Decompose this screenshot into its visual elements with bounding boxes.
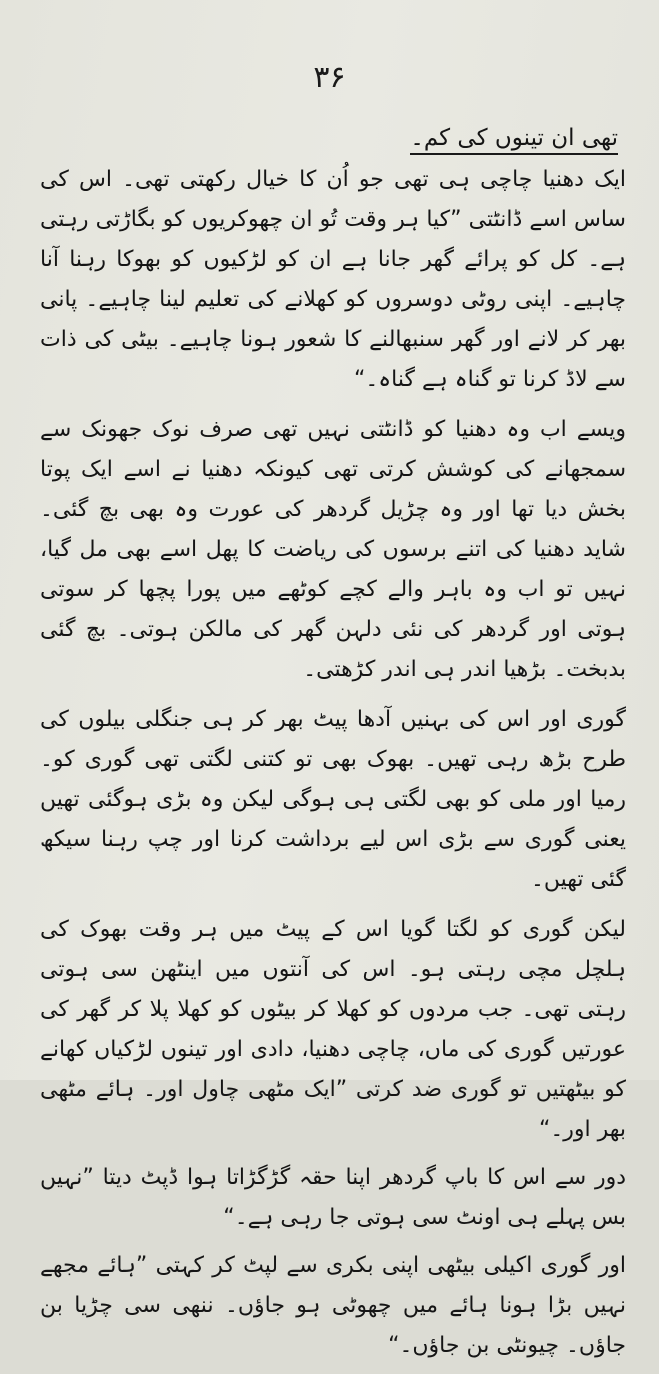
paragraph-6: اور گوری اکیلی بیٹھی اپنی بکری سے لپٹ کر کہتی ”ہائے مجھے نہیں بڑا ہونا ہائے میں چھوٹی ہو جاؤں۔ ننھی سی چڑیا بن جاؤں۔ چیونٹی بن جاؤں۔“ <box>40 1253 626 1358</box>
section-heading <box>40 118 626 158</box>
paragraph-3: گوری اور اس کی بہنیں آدھا پیٹ بھر کر ہی جنگلی بیلوں کی طرح بڑھ رہی تھیں۔ بھوک بھی تو کتنی لگتی تھی گوری کو۔ رمیا اور ملی کو بھی لگتی ہی ہوگی لیکن وہ بڑی ہوگئی تھیں یعنی گوری سے بڑی اس لیے برداشت کرنا اور چپ رہنا سیکھ گئی تھیں۔ <box>40 707 626 892</box>
paragraph-1: ایک دھنیا چاچی ہی تھی جو اُن کا خیال رکھتی تھی۔ اس کی ساس اسے ڈانٹتی ”کیا ہر وقت تُو ان چھوکریوں کو بگاڑتی رہتی ہے۔ کل کو پرائے گھر جانا ہے ان کو لڑکیوں کو بھوکا رہنا آنا چاہیے۔ اپنی روٹی دوسروں کو کھلانے کی تعلیم لینا چاہیے۔ پانی بھر کر لانے اور گھر سنبھالنے کا شعور ہونا چاہیے۔ بیٹی کی ذات سے لاڈ کرنا تو گناہ ہے گناہ۔“ <box>40 167 626 392</box>
paragraph-2: ویسے اب وہ دھنیا کو ڈانٹتی نہیں تھی صرف نوک جھونک سے سمجھانے کی کوشش کرتی تھی کیونکہ دھنیا نے اسے ایک پوتا بخش دیا تھا اور وہ چڑیل گردھر کی عورت وہ بھی بچ گئی۔ شاید دھنیا کی اتنے برسوں کی ریاضت کا پھل اسے بھی مل گیا، نہیں تو اب وہ باہر والے کچے کوٹھے میں پورا پچھا کر سوتی ہوتی اور گردھر کی نئی دلہن گھر کی مالکن ہوتی۔ بچ گئی بدبخت۔ بڑھیا اندر ہی اندر کڑھتی۔ <box>40 417 626 682</box>
page-text <box>40 118 626 1374</box>
paragraph-5: دور سے اس کا باپ گردھر اپنا حقہ گڑگڑاتا ہوا ڈپٹ دیتا ”نہیں بس پہلے ہی اونٹ سی ہوتی جا رہی ہے۔“ <box>40 1165 626 1230</box>
section-heading-text: تھی ان تینوں کی کم۔ <box>410 125 618 155</box>
paragraph-4: لیکن گوری کو لگتا گویا اس کے پیٹ میں ہر وقت بھوک کی ہلچل مچی رہتی ہو۔ اس کی آنتوں میں اینٹھن سی ہوتی رہتی تھی۔ جب مردوں کو کھلا کر بیٹوں کو کھلا پلا کر گھر کی عورتیں گوری کی ماں، چاچی دھنیا، دادی اور تینوں لڑکیاں کھانے کو بیٹھتیں تو گوری ضد کرتی ”ایک مٹھی چاول اور۔ ہائے مٹھی بھر اور۔“ <box>40 917 626 1142</box>
page-number: ۳۶ <box>313 60 346 95</box>
